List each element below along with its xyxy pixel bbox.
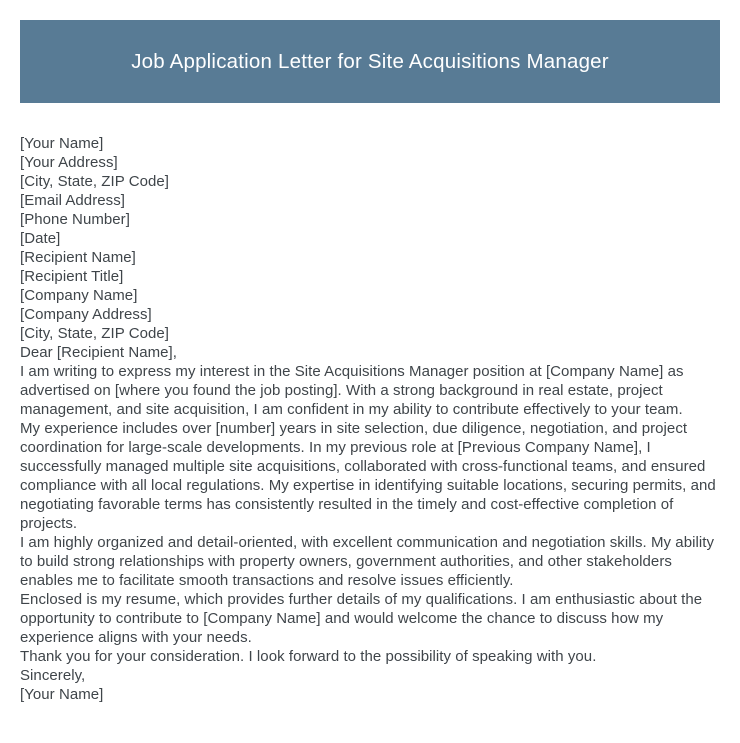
address-line: [Phone Number] [20, 211, 130, 228]
address-line: [Recipient Title] [20, 268, 124, 285]
address-line: [Your Address] [20, 154, 118, 171]
address-line: [Company Name] [20, 287, 138, 304]
address-line: [City, State, ZIP Code] [20, 325, 169, 342]
address-line: [Date] [20, 230, 61, 247]
paragraph: I am highly organized and detail-oriented, with excellent communication and negotiation skills. My ability to build strong relationships with property owners, government authorities, and other stakeholders enables me to facilitate smooth transactions and resolve issues efficiently. [20, 534, 714, 589]
signature: [Your Name] [20, 686, 104, 703]
header-banner [20, 20, 720, 103]
paragraph: My experience includes over [number] years in site selection, due diligence, negotiation, and project coordination for large-scale developments. In my previous role at [Previous Company Name], I successfully managed multiple site acquisitions, collaborated with cross-functional teams, and ensured compliance with all local regulations. My expertise in identifying suitable locations, securing permits, and negotiating favorable terms has consistently resulted in the timely and cost-effective completion of projects. [20, 420, 716, 532]
address-line: [Your Name] [20, 135, 104, 152]
closing-line: Thank you for your consideration. I look forward to the possibility of speaking with you. [20, 648, 597, 665]
salutation: Dear [Recipient Name], [20, 344, 177, 361]
address-line: [City, State, ZIP Code] [20, 173, 169, 190]
address-line: [Company Address] [20, 306, 152, 323]
paragraph: Enclosed is my resume, which provides further details of my qualifications. I am enthusiastic about the opportunity to contribute to [Company Name] and would welcome the chance to discuss how my experience aligns with your needs. [20, 591, 703, 646]
letter-body [20, 134, 724, 704]
paragraph: I am writing to express my interest in the Site Acquisitions Manager position at [Company Name] as advertised on [where you found the job posting]. With a strong background in real estate, project management, and site acquisition, I am confident in my ability to contribute effectively to your team. [20, 363, 684, 418]
page-title: Job Application Letter for Site Acquisitions Manager [131, 49, 609, 73]
address-line: [Email Address] [20, 192, 125, 209]
signoff: Sincerely, [20, 667, 86, 684]
address-line: [Recipient Name] [20, 249, 136, 266]
